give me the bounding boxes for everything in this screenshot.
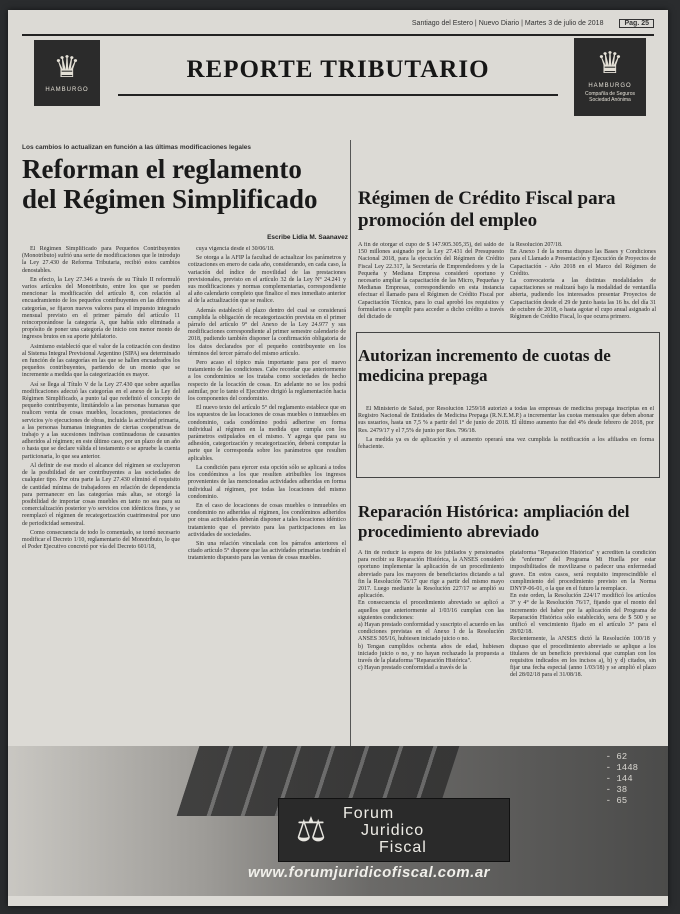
reparacion-column-a: A fin de reducir la espera de los jubilados y pensionados para recibir su Reparación Histórica, la ANSES consideró oportuno implementar la aplicación de un procedimiento abreviado para los mayores de beneficiarios dictando a tal fin la Resolución 76/17 que rige a partir del mismo mayo 2017. Luego mediante la Resolución 227/17 se amplió su aplicación. En consecuencia el procedimiento abreviado se aplicó a aquellos que anteriormente al 1/03/16 cumplan con las siguientes condiciones: a) Hayan prestado conformidad y suscripto el acuerdo en las condiciones previstas en el Anexo I de la Resolución ANSES 305/16, hubiesen iniciado juicio o no. b) Tengan cumplidos ochenta años de edad, hubiesen iniciado juicio o no, y no hayan rechazado la propuesta a través de la plataforma "Reparación Histórica". c) Hayan prestado conformidad a través de la xyxy=(358,550,504,672)
eagle-crest-icon: ♛ xyxy=(53,51,81,84)
forum-banner xyxy=(8,746,668,896)
paragraph: El Régimen Simplificado para Pequeños Contribuyentes (Monotributo) sufrió una serie de modificaciones que le introdujo la Ley 27.430 de Reforma Tributaria, recibió estos cambios denostables. xyxy=(22,246,180,274)
paragraph: Como consecuencia de todo lo comentado, se tornó necesario modificar el Decreto 1/10, reglamentario del Monotributo, lo que el Poder Ejecutivo concretó por vía del Decreto 601/18, xyxy=(22,529,180,551)
main-column-b xyxy=(188,246,346,746)
medicina-headline: Autorizan incremento de cuotas de medicina prepaga xyxy=(358,346,611,385)
paragraph: El Ministerio de Salud, por Resolución 1259/18 autorizó a todas las empresas de medicina prepaga inscriptas en el Registro Nacional de Entidades de Medicina Prepaga (R.N.E.M.P.) a incrementar las cuotas mensuales que deben abonar sus usuarios, hasta un 7,5 % a partir del 1° de junio de 2018. El último aumento fue del 4% desde febrero de 2018, por Res. 2479/17 y el 7,5% de junio por Res. 796/18. xyxy=(358,406,654,434)
reparacion-column-b: plataforma "Reparación Histórica" y acrediten la condición de "enfermo" del Programa Mi Huella por estar imposibilitados de movilizarse o padecer una enfermedad grave. En estos casos, será requisito imprescindible el cumplimiento del procedimiento previsto en la Norma DNYP-06-01, o la que en el futuro la reemplace. En este orden, la Resolución 224/17 modificó los artículos 3° y 4° de la Resolución 76/17, fijando que el monto del incremento del haber por la aplicación del Programa de Reparación Histórica sólo establecido, sera de $ 500 y se unificó el vencimiento fijado en el artículo 3° para el 28/02/18. Recientemente, la ANSES dictó la Resolución 100/18 y dispuso que el procedimiento abreviado se aplique a los titulares de un beneficio previsional que cumplan con los requisitos indicados en los incisos a), b) y d) citados, sin fijar una fecha especial (anno 1/03/18) y se amplió el plazo del 28/02/18 para el 31/08/18. xyxy=(510,550,656,679)
paragraph: Sin una relación vinculada con los párrafos anteriores el citado artículo 5° dispone que las actividades primarias tendrán el tratamiento dispuesto para las ventas de cosas muebles. xyxy=(188,540,346,562)
paper-numbers: - 62 - 1448 - 144 - 38 - 65 xyxy=(605,752,638,806)
paragraph: El nuevo texto del artículo 5° del reglamento establece que en los supuestos de las locaciones de cosas muebles o inmuebles en condominio, cada condómino podrá adherirse en forma individual al régimen en la medida que cumpla con los parámetros estipulados en el mismo. Y agrega que para su adhesión, categorización y recategorización, deberá computar la parte que le corresponda sobre los parámetros que resulten aplicables. xyxy=(188,405,346,462)
page-number: Pag. 25 xyxy=(619,19,654,28)
hamburgo-logo-right xyxy=(574,38,646,116)
main-headline: Reforman el reglamento del Régimen Simplificado xyxy=(22,154,318,214)
paragraph: Así se llega al Título V de la Ley 27.430 que sobre aquellas modificaciones adecuó las categorías en el anexo de la Ley del Régimen Simplificado, a punto tal que redefinió el concepto de pequeño contribuyente, limitándolo a las personas humanas que realicen venta de cosas muebles, locaciones, prestaciones de servicios y/o ejecuciones de obras, incluida la actividad primaria, a las personas humanas integrantes de ciertas cooperativas de trabajo y a las sucesiones indivisas continuadoras de causantes adheridos al régimen; en este último caso, por un plazo de un año o hasta que se declare válida el testamento o se apruebe la cuenta particionaria, lo que sea anterior. xyxy=(22,381,180,460)
paragraph: La medida ya es de aplicación y el aumento operará una vez cumplida la notificación a los afiliados en forma fehaciente. xyxy=(358,436,654,451)
paragraph: La condición para ejercer esta opción sólo se aplicará a todos los condóminos a los que resulten atribuibles los ingresos provenientes de las mencionadas actividades adheridas en forma individual al régimen, por todas las locaciones del mismo condominio. xyxy=(188,464,346,500)
credito-column-b: la Resolución 207/18. En Anexo I de la norma dispuso las Bases y Condiciones para el Llamado a Presentación y Ejecución de Proyectos de Capacitación - Año 2018 en el Marco del Régimen de Crédito. La convocatoria a las distintas modalidades de capacitaciones se realizará bajo la modalidad de ventanilla abierta, pudiendo los interesados presentar Proyectos de Capacitación desde el 29 de junio hasta las 16 hs. del día 31 de octubre de 2018, o hasta agotar el cupo anual asignado al Régimen de Crédito Fiscal, lo que ocurra primero. xyxy=(510,242,656,321)
byline: Escribe Lidia M. Saanavez xyxy=(267,234,348,241)
paragraph: Asimismo estableció que el valor de la cotización con destino al Sistema Integral Previsional Argentino (SIPA) sea determinado en función de las categorías en las que se hallen encuadrados los pequeños contribuyentes, partiendo de un monto que se incremente a medida que la categorización es mayor. xyxy=(22,343,180,379)
dateline-bar xyxy=(22,16,654,30)
forum-brand xyxy=(343,805,427,856)
header-rule xyxy=(22,34,654,36)
reparacion-headline: Reparación Histórica: ampliación del procedimiento abreviado xyxy=(358,502,630,541)
paragraph: Al definir de ese modo el alcance del régimen se excluyeron de la posibilidad de ser contribuyentes a las sociedades de cualquier tipo. Por otra parte la Ley 27.430 eliminó el requisito de cantidad mínima de trabajadores en relación de dependencia para permanecer en las categorías más altas, se otorgó la posibilidad de importar cosas muebles en tanto no sea para su comercialización posterior y/o servicios con idénticos fines, y se reemplazó el régimen de recategorización cuatrimestral por uno de periodicidad semestral. xyxy=(22,462,180,527)
newspaper-page xyxy=(8,10,668,906)
credito-headline: Régimen de Crédito Fiscal para promoción del empleo xyxy=(358,188,616,231)
title-rule xyxy=(118,94,558,96)
logo-left-text: HAMBURGO xyxy=(45,87,89,93)
hamburgo-logo-left xyxy=(34,40,100,106)
dateline: Santiago del Estero | Nuevo Diario | Martes 3 de julio de 2018 xyxy=(411,19,604,27)
credito-column-a: A fin de otorgar el cupo de $ 147.905.305,35), del saldo de 150 millones asignado por la Ley 27.431 del Presupuesto Nacional 2018, para la ejecución del Régimen de Crédito Fiscal Ley 22.317, la Secretaría de Emprendedores y de la Pequeña y Mediana Empresa consideró oportuno y necesario ampliar la capacitación de las Micro, Pequeñas y Medianas Empresas, correspondiendo en esta instancia efectuar el llamado para el Régimen de Crédito Fiscal por Capacitación Técnica, para lo cual aprobó los requisitos y formularios a cumplir para acceder a dicho crédito a través del dictado de xyxy=(358,242,504,321)
section-title: REPORTE TRIBUTARIO xyxy=(186,56,490,83)
main-column-a xyxy=(22,246,180,746)
paragraph: En el caso de locaciones de cosas muebles o inmuebles en condominio no adheridas al régimen, los condóminos adheridos por otras actividades deberán disponer a tales locaciones idéntico tratamiento que el previsto para las participaciones en las actividades de sociedades. xyxy=(188,502,346,538)
paragraph: cuya vigencia desde el 30/06/18. xyxy=(196,246,275,252)
medicina-text xyxy=(358,406,654,466)
paragraph: En efecto, la Ley 27.346 a través de su Título II reformuló varios artículos del Monotributo, entre los que se pueden mencionar la modificación del artículo 8, con relación al encuadramiento de los pequeños contribuyentes en las diferentes categorías, se fijaron nuevos valores para el impuesto integrado mensual previsto en el primer párrafo del artículo 11 reincorporándose la categoría A, que había sido eliminada a propósito de poner una categoría de inicio con menor monto de ingresos brutos en su aporte jubilatorio. xyxy=(22,276,180,341)
paragraph: Pero acaso el tópico más importante para por el nuevo tratamiento de las condiciones. Cabe recordar que anteriormente a los condominios se los trataba como sociedades de hecho respecto de la locación de cosas. En adelante no se los podrá asimilar, por lo tanto el Ejecutivo dirigió la reglamentación hacia los componentes del condominio. xyxy=(188,360,346,403)
logo-right-text: HAMBURGO xyxy=(588,83,632,89)
forum-logo xyxy=(278,798,510,862)
logo-right-sub: Compañía de Seguros Sociedad Anónima xyxy=(584,91,636,103)
eagle-crest-icon: ♛ xyxy=(596,47,624,80)
brand-line-2: Juridico xyxy=(361,821,425,839)
main-kicker: Los cambios lo actualizan en función a las últimas modificaciones legales xyxy=(22,144,252,151)
paragraph: Además estableció el plazo dentro del cual se considerará cumplida la obligación de recategorización prevista en el primer párrafo del artículo 9° del Anexo de la Ley 24.977 y sus modificaciones correspondiente al primer semestre calendario de 2018, pudiendo también disponer la confirmación obligatoria de los datos declarados por el pequeño contribuyente en los términos del tercer párrafo del mismo artículo. xyxy=(188,307,346,357)
forum-url: www.forumjuridicofiscal.com.ar xyxy=(248,864,490,881)
column-divider xyxy=(350,140,351,746)
paragraph: Se otorga a la AFIP la facultad de actualizar los parámetros y cotizaciones en enero de cada año, considerando, en cada caso, la variación del índice de movilidad de las prestaciones previsionales, previsto en el artículo 32 de la Ley N° 24.241 y sus modificaciones y normas complementarias, correspondiente al año calendario completo que finalice el mes inmediato anterior al de la actualización que se realice. xyxy=(188,255,346,305)
brand-line-1: Forum xyxy=(343,804,395,822)
scales-of-justice-icon: ⚖ xyxy=(295,812,327,849)
brand-line-3: Fiscal xyxy=(379,838,427,856)
